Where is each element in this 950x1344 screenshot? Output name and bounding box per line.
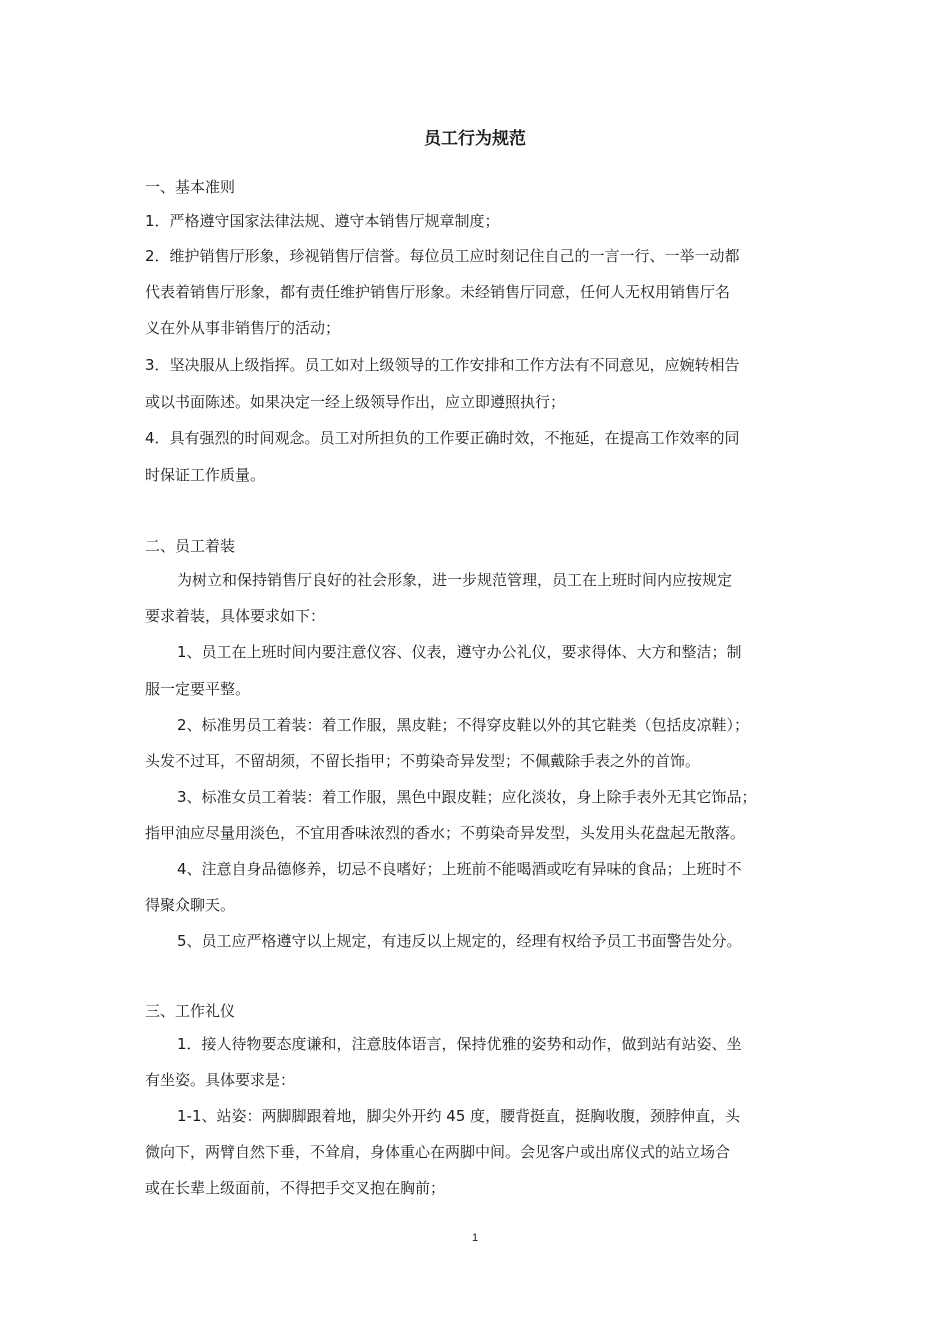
paragraph-line: 头发不过耳，不留胡须，不留长指甲；不剪染奇异发型；不佩戴除手表之外的首饰。	[145, 752, 701, 770]
paragraph-line: 2、标准男员工着装：着工作服，黑皮鞋；不得穿皮鞋以外的其它鞋类（包括皮凉鞋）；	[177, 716, 750, 734]
paragraph-line: 3、标准女员工着装：着工作服，黑色中跟皮鞋；应化淡妆，身上除手表外无其它饰品；	[177, 788, 757, 806]
paragraph-line: 2．维护销售厅形象，珍视销售厅信誉。每位员工应时刻记住自己的一言一行、一举一动都	[145, 247, 740, 265]
paragraph-line: 得聚众聊天。	[145, 896, 236, 914]
paragraph-line: 指甲油应尽量用淡色，不宜用香味浓烈的香水；不剪染奇异发型，头发用头花盘起无散落。	[145, 824, 746, 842]
paragraph-line: 或以书面陈述。如果决定一经上级领导作出，应立即遵照执行；	[145, 393, 566, 411]
section-heading-work-etiquette: 三、工作礼仪	[145, 1002, 236, 1020]
section-heading-dress-code: 二、员工着装	[145, 537, 236, 555]
paragraph-line: 1-1、站姿：两脚脚跟着地，脚尖外开约 45 度，腰背挺直，挺胸收腹，颈脖伸直，头	[177, 1107, 741, 1125]
paragraph-line: 3．坚决服从上级指挥。员工如对上级领导的工作安排和工作方法有不同意见，应婉转相告	[145, 356, 740, 374]
paragraph-line: 4、注意自身品德修养，切忌不良嗜好；上班前不能喝酒或吃有异味的食品；上班时不	[177, 860, 742, 878]
paragraph-line: 为树立和保持销售厅良好的社会形象，进一步规范管理，员工在上班时间内应按规定	[177, 571, 733, 589]
paragraph-line: 服一定要平整。	[145, 680, 251, 698]
paragraph-line: 1．严格遵守国家法律法规、遵守本销售厅规章制度；	[145, 212, 500, 230]
paragraph-line: 要求着装，具体要求如下：	[145, 607, 326, 625]
paragraph-line: 5、员工应严格遵守以上规定，有违反以上规定的，经理有权给予员工书面警告处分。	[177, 932, 742, 950]
paragraph-line: 微向下，两臂自然下垂，不耸肩，身体重心在两脚中间。会见客户或出席仪式的站立场合	[145, 1143, 731, 1161]
paragraph-line: 或在长辈上级面前，不得把手交叉抱在胸前；	[145, 1179, 446, 1197]
paragraph-line: 代表着销售厅形象，都有责任维护销售厅形象。未经销售厅同意，任何人无权用销售厅名	[145, 283, 731, 301]
paragraph-line: 时保证工作质量。	[145, 466, 266, 484]
paragraph-line: 4．具有强烈的时间观念。员工对所担负的工作要正确时效，不拖延，在提高工作效率的同	[145, 429, 740, 447]
paragraph-line: 义在外从事非销售厅的活动；	[145, 319, 341, 337]
document-title: 员工行为规范	[424, 129, 526, 149]
paragraph-line: 1．接人待物要态度谦和，注意肢体语言，保持优雅的姿势和动作，做到站有站姿、坐	[177, 1035, 742, 1053]
paragraph-line: 有坐姿。具体要求是：	[145, 1071, 296, 1089]
paragraph-line: 1、员工在上班时间内要注意仪容、仪表，遵守办公礼仪，要求得体、大方和整洁；制	[177, 643, 742, 661]
section-heading-basic-rules: 一、基本准则	[145, 178, 236, 196]
page-number: 1	[471, 1232, 479, 1244]
